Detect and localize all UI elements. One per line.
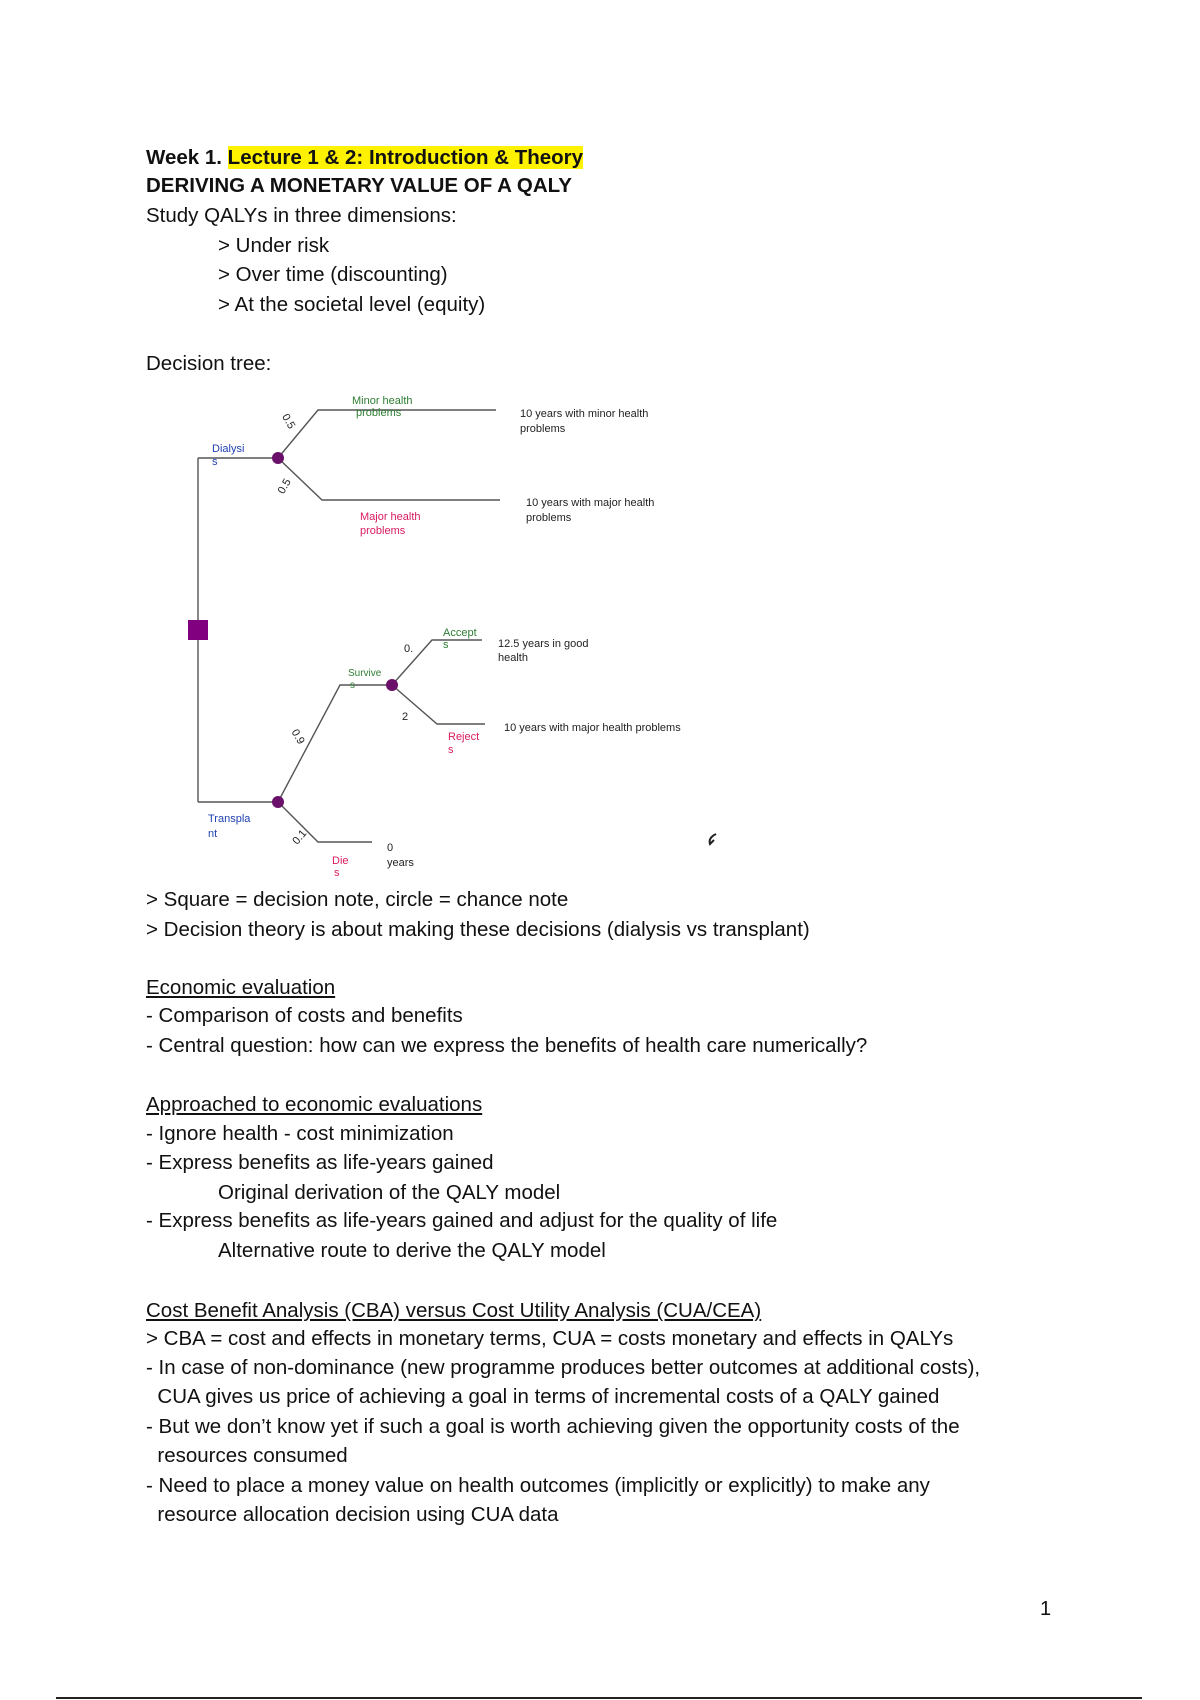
cba-heading: Cost Benefit Analysis (CBA) versus Cost Utility Analysis (CUA/CEA) bbox=[146, 1299, 762, 1322]
minor-outcome: 10 years with minor health bbox=[520, 408, 649, 420]
die-prob: 0.1 bbox=[290, 827, 310, 848]
reject-label-cont: s bbox=[448, 744, 454, 756]
survive-label-cont: s bbox=[350, 680, 355, 691]
dialysis-label: Dialysi bbox=[212, 443, 245, 455]
list-item-cont: CUA gives us price of achieving a goal in terms of incremental costs of a QALY gained bbox=[146, 1385, 940, 1408]
survive-prob: 0.9 bbox=[288, 727, 307, 747]
list-item: - Ignore health - cost minimization bbox=[146, 1122, 454, 1145]
reject-label: Reject bbox=[448, 731, 480, 743]
list-item: > CBA = cost and effects in monetary terms, CUA = costs monetary and effects in QALYs bbox=[146, 1327, 954, 1350]
tree-caption: Decision tree: bbox=[146, 352, 272, 375]
list-item: - In case of non-dominance (new programme produces better outcomes at additional costs), bbox=[146, 1356, 981, 1379]
survive-label: Survive bbox=[348, 668, 382, 679]
accept-outcome-cont: health bbox=[498, 652, 528, 664]
minor-outcome-cont: problems bbox=[520, 423, 566, 435]
decision-node-square bbox=[188, 620, 208, 640]
accept-label: Accept bbox=[443, 627, 477, 639]
chance-node-survive bbox=[386, 679, 398, 691]
dimension-item: > Under risk bbox=[218, 234, 330, 257]
dialysis-label-cont: s bbox=[212, 456, 218, 468]
die-outcome-cont: years bbox=[387, 857, 414, 869]
transplant-label: Transpla bbox=[208, 813, 251, 825]
tree-note: > Decision theory is about making these decisions (dialysis vs transplant) bbox=[146, 918, 810, 941]
list-subitem: Original derivation of the QALY model bbox=[218, 1181, 561, 1204]
dialysis-prob-upper: 0.5 bbox=[279, 411, 298, 432]
list-subitem: Alternative route to derive the QALY model bbox=[218, 1239, 606, 1262]
major-health-branch bbox=[275, 458, 500, 500]
list-item: - Need to place a money value on health outcomes (implicitly or explicitly) to make any bbox=[146, 1474, 930, 1497]
list-item: - Express benefits as life-years gained and adjust for the quality of life bbox=[146, 1209, 778, 1232]
pen-mark bbox=[710, 834, 716, 844]
page-number: 1 bbox=[1040, 1598, 1052, 1620]
reject-prob: 2 bbox=[402, 711, 409, 723]
accept-prob: 0. bbox=[404, 643, 414, 655]
list-item-cont: resource allocation decision using CUA data bbox=[146, 1503, 559, 1526]
transplant-label-cont: nt bbox=[208, 828, 218, 840]
decision-tree-diagram bbox=[0, 380, 760, 880]
week-label: Week 1. bbox=[146, 146, 228, 169]
list-item: - But we don’t know yet if such a goal is worth achieving given the opportunity costs of the bbox=[146, 1415, 960, 1438]
lecture-title: Lecture 1 & 2: Introduction & Theory bbox=[227, 146, 584, 169]
major-outcome: 10 years with major health bbox=[526, 497, 655, 509]
list-item: - Central question: how can we express the benefits of health care numerically? bbox=[146, 1034, 868, 1057]
approaches-heading: Approached to economic evaluations bbox=[146, 1093, 483, 1116]
list-item: - Comparison of costs and benefits bbox=[146, 1004, 463, 1027]
document-title bbox=[146, 144, 583, 172]
minor-health-label: Minor health bbox=[352, 395, 413, 407]
tree-branches bbox=[198, 410, 500, 842]
page-bottom-rule bbox=[56, 1697, 1142, 1699]
dimension-item: > At the societal level (equity) bbox=[218, 293, 486, 316]
major-outcome-cont: problems bbox=[526, 512, 572, 524]
tree-note: > Square = decision note, circle = chance note bbox=[146, 888, 569, 911]
economic-evaluation-heading: Economic evaluation bbox=[146, 976, 336, 999]
minor-health-label-cont: problems bbox=[356, 407, 402, 419]
dimension-item: > Over time (discounting) bbox=[218, 263, 448, 286]
chance-node-dialysis bbox=[272, 452, 284, 464]
die-label-cont: s bbox=[334, 867, 340, 879]
die-outcome: 0 bbox=[387, 842, 394, 854]
intro-lead: Study QALYs in three dimensions: bbox=[146, 204, 457, 227]
major-health-label: Major health bbox=[360, 511, 421, 523]
reject-outcome: 10 years with major health problems bbox=[504, 722, 681, 734]
section-title: DERIVING A MONETARY VALUE OF A QALY bbox=[146, 174, 572, 197]
die-label: Die bbox=[332, 855, 349, 867]
list-item: - Express benefits as life-years gained bbox=[146, 1151, 494, 1174]
chance-node-transplant bbox=[272, 796, 284, 808]
major-health-label-cont: problems bbox=[360, 525, 406, 537]
accept-outcome: 12.5 years in good bbox=[498, 638, 589, 650]
accept-label-cont: s bbox=[443, 639, 449, 651]
dialysis-prob-lower: 0.5 bbox=[275, 476, 294, 497]
list-item-cont: resources consumed bbox=[146, 1444, 348, 1467]
